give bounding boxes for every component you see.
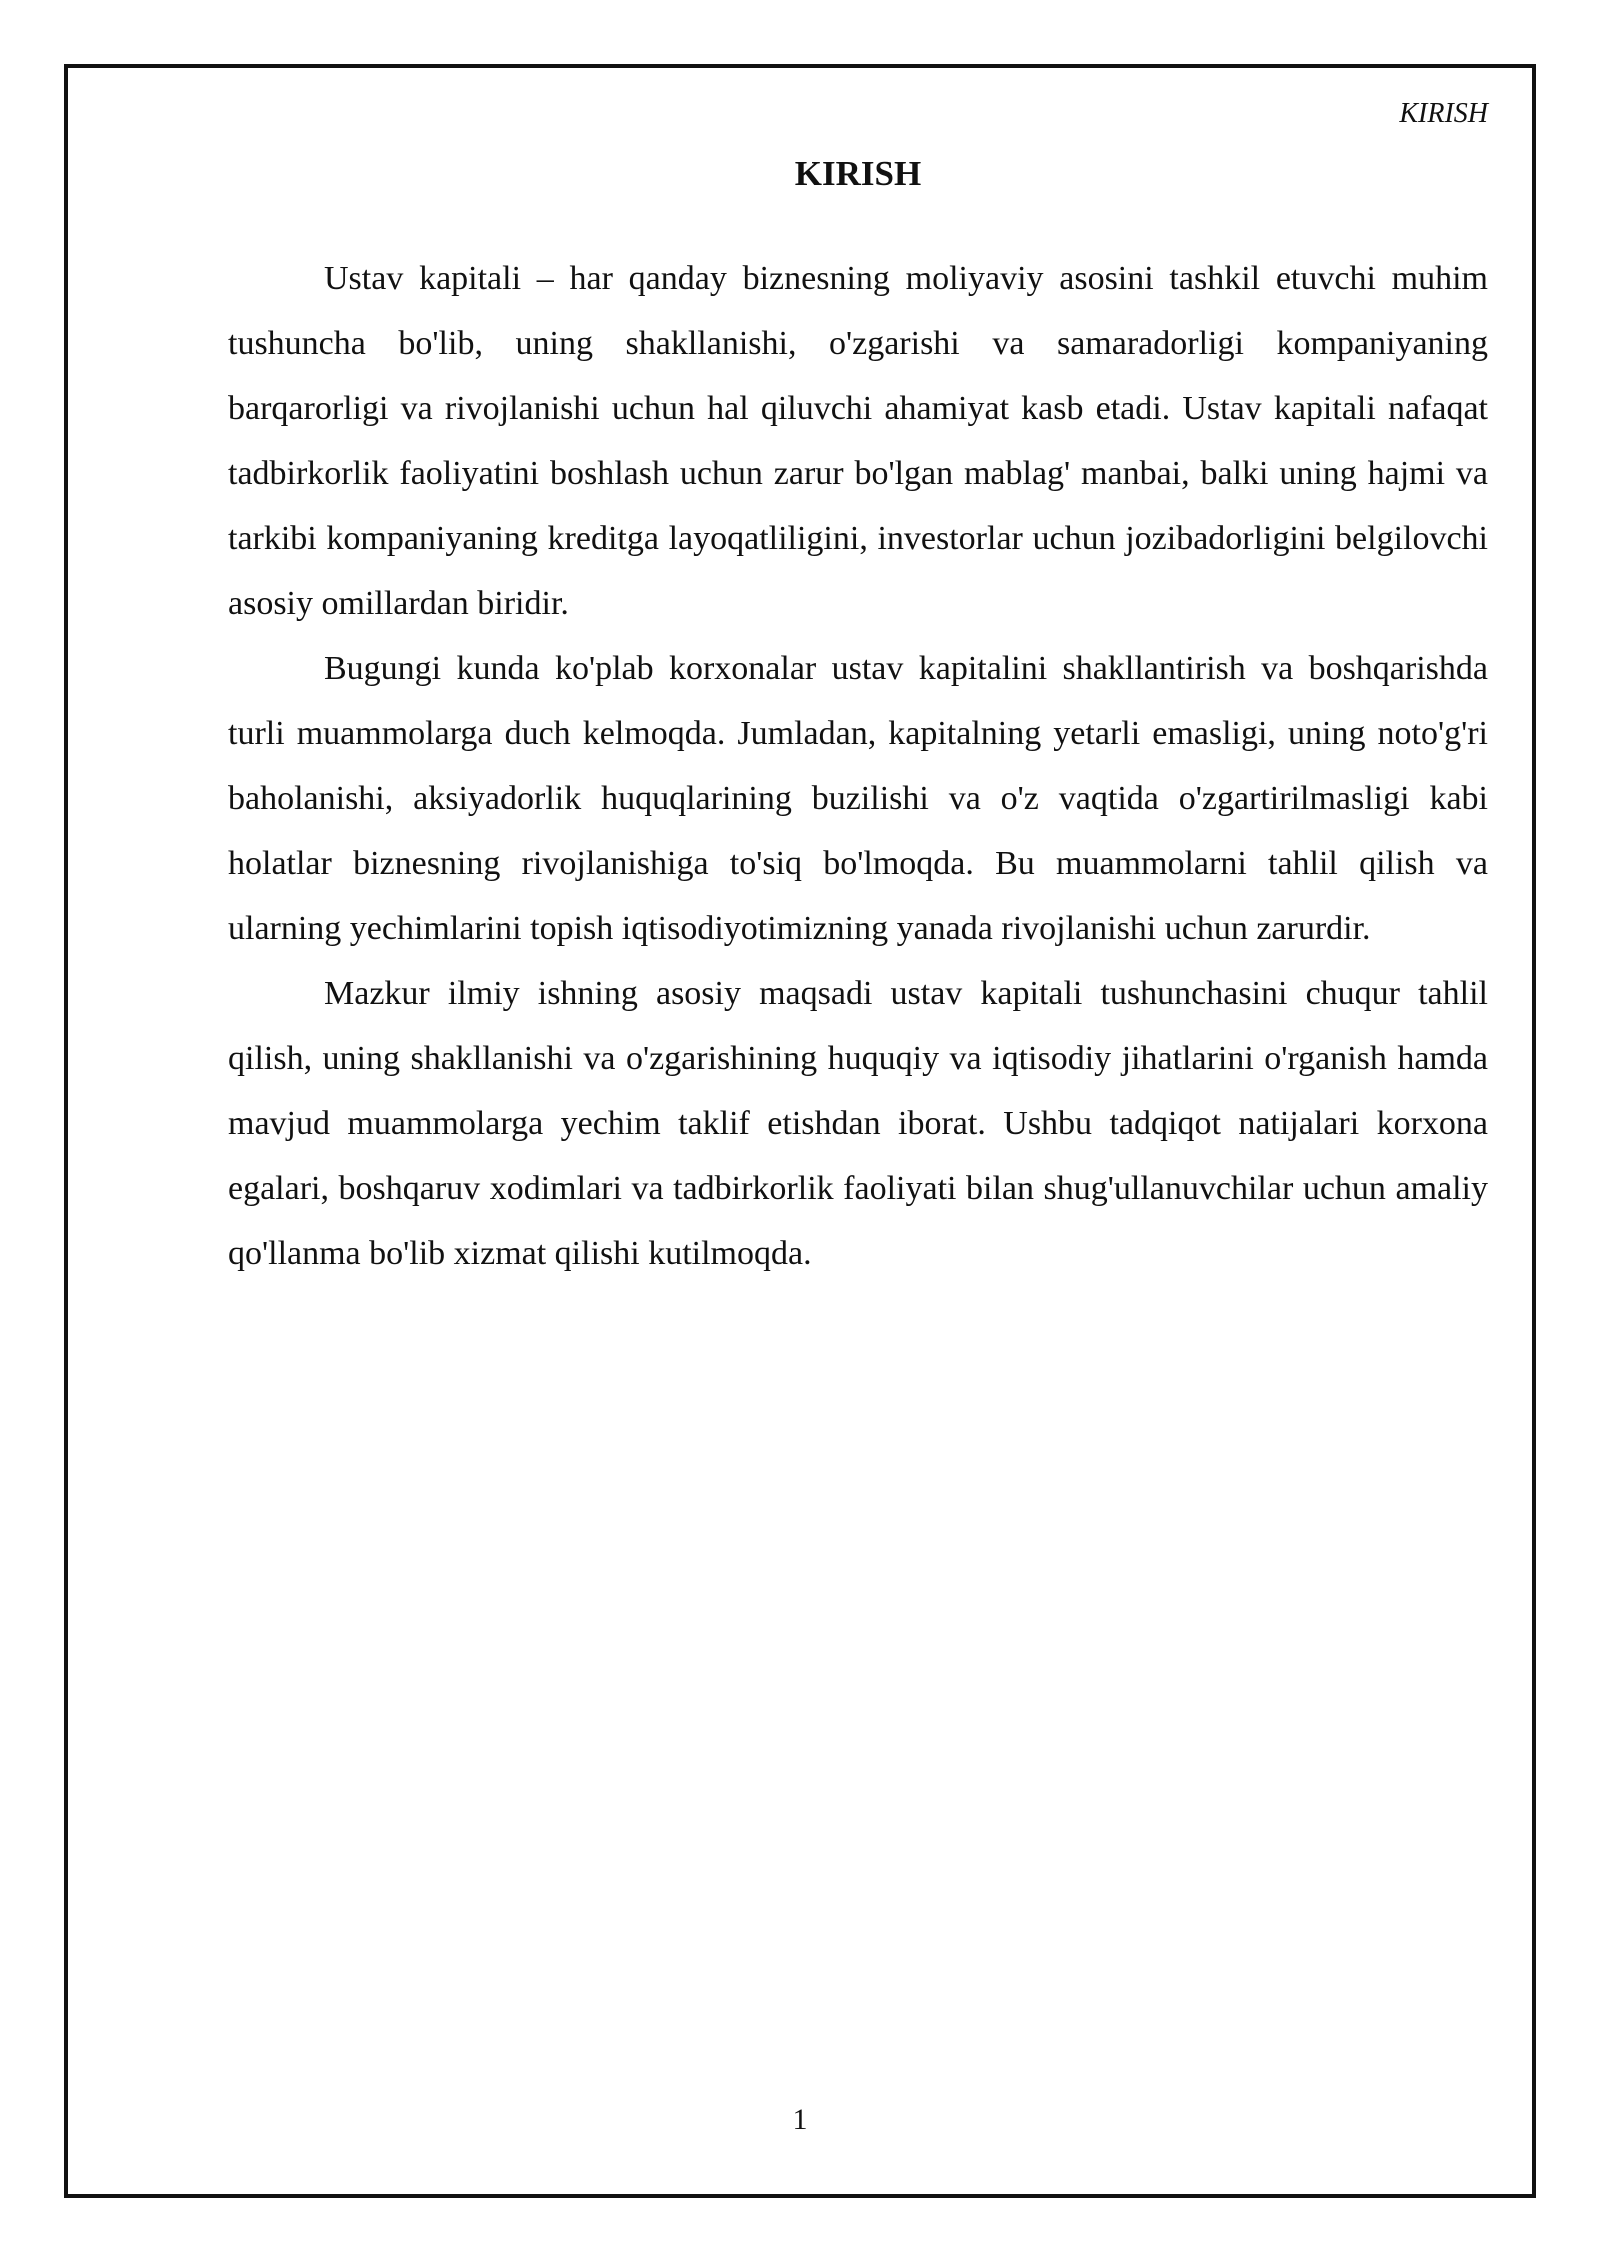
running-header: KIRISH <box>1399 98 1488 129</box>
page-number: 1 <box>792 2103 808 2136</box>
body-text <box>228 246 1488 1286</box>
paragraph-3: Mazkur ilmiy ishning asosiy maqsadi ustav kapitali tushunchasini chuqur tahlil qilish, uning shakllanishi va o'zgarishining huquqiy va iqtisodiy jihatlarini o'rganish hamda mavjud muammolarga yechim taklif etishdan iborat. Ushbu tadqiqot natijalari korxona egalari, boshqaruv xodimlari va tadbirkorlik faoliyati bilan shug'ullanuvchilar uchun amaliy qo'llanma bo'lib xizmat qilishi kutilmoqda. <box>228 975 1488 1272</box>
paragraph-1: Ustav kapitali – har qanday biznesning moliyaviy asosini tashkil etuvchi muhim tushuncha bo'lib, uning shakllanishi, o'zgarishi va samaradorligi kompaniyaning barqarorligi va rivojlanishi uchun hal qiluvchi ahamiyat kasb etadi. Ustav kapitali nafaqat tadbirkorlik faoliyatini boshlash uchun zarur bo'lgan mablag' manbai, balki uning hajmi va tarkibi kompaniyaning kreditga layoqatliligini, investorlar uchun jozibadorligini belgilovchi asosiy omillardan biridir. <box>228 260 1488 622</box>
page-title: KIRISH <box>794 154 922 193</box>
paragraph-2: Bugungi kunda ko'plab korxonalar ustav kapitalini shakllantirish va boshqarishda turli muammolarga duch kelmoqda. Jumladan, kapitalning yetarli emasligi, uning noto'g'ri baholanishi, aksiyadorlik huquqlarining buzilishi va o'z vaqtida o'zgartirilmasligi kabi holatlar biznesning rivojlanishiga to'siq bo'lmoqda. Bu muammolarni tahlil qilish va ularning yechimlarini topish iqtisodiyotimizning yanada rivojlanishi uchun zarurdir. <box>228 650 1488 947</box>
